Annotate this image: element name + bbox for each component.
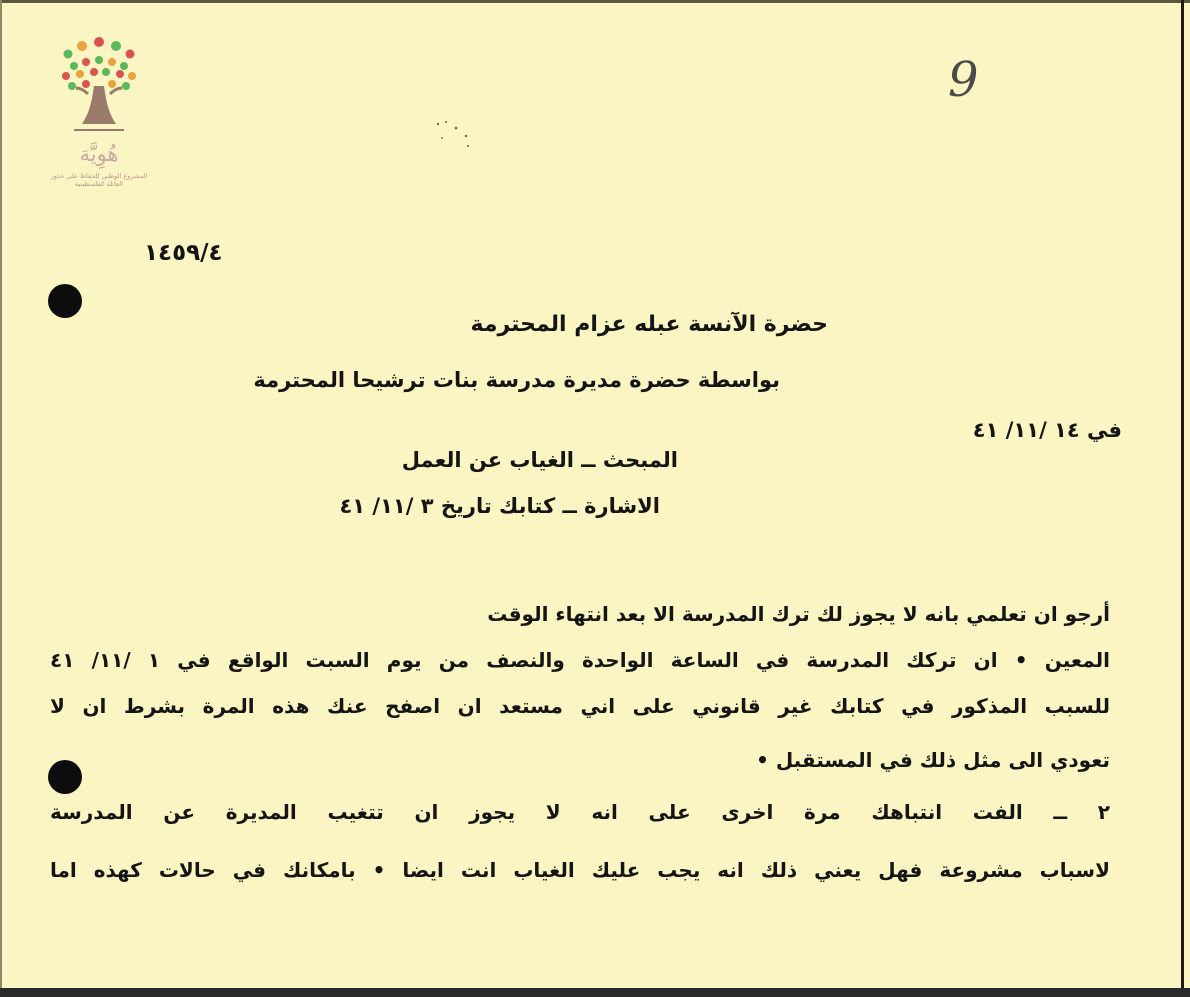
logo-tagline: المشروع الوطني للحفاظ على جذور العائلة الفلسطينية (50, 172, 148, 188)
body-line: ٢ ــ الفت انتباهك مرة اخرى على انه لا يجوز ان تتغيب المديرة عن المدرسة (50, 800, 1110, 824)
date-line: في ١٤ /١١/ ٤١ (972, 418, 1122, 442)
punch-hole (48, 284, 82, 318)
body-line: أرجو ان تعلمي بانه لا يجوز لك ترك المدرسة الا بعد انتهاء الوقت (487, 602, 1110, 626)
scan-bottom-edge (0, 988, 1190, 997)
handwritten-page-number: 9 (948, 52, 979, 108)
via-line: بواسطة حضرة مديرة مدرسة بنات ترشيحا المحترمة (253, 368, 780, 392)
stray-marks (432, 118, 472, 158)
family-tree-icon (44, 34, 154, 144)
addressee-line: حضرة الآنسة عبله عزام المحترمة (470, 312, 828, 337)
archive-logo (44, 34, 154, 194)
subject-line: المبحث ــ الغياب عن العمل (401, 448, 678, 472)
body-line: للسبب المذكور في كتابك غير قانوني على اني مستعد ان اصفح عنك هذه المرة بشرط ان لا (50, 694, 1110, 718)
reference-line: الاشارة ــ كتابك تاريخ ٣ /١١/ ٤١ (339, 494, 660, 518)
scan-right-edge (1181, 0, 1184, 997)
body-line: المعين • ان تركك المدرسة في الساعة الواحدة والنصف من يوم السبت الواقع في ١ /١١/ ٤١ (50, 648, 1110, 672)
reference-number: ١٤٥٩/٤ (144, 240, 223, 266)
body-line: تعودي الى مثل ذلك في المستقبل • (756, 748, 1110, 772)
scan-left-edge (0, 0, 2, 997)
logo-wordmark: هُوِيَّة (79, 142, 119, 166)
body-line: لاسباب مشروعة فهل يعني ذلك انه يجب عليك الغياب انت ايضا • بامكانك في حالات كهذه اما (50, 858, 1110, 882)
scan-top-edge (0, 0, 1190, 3)
